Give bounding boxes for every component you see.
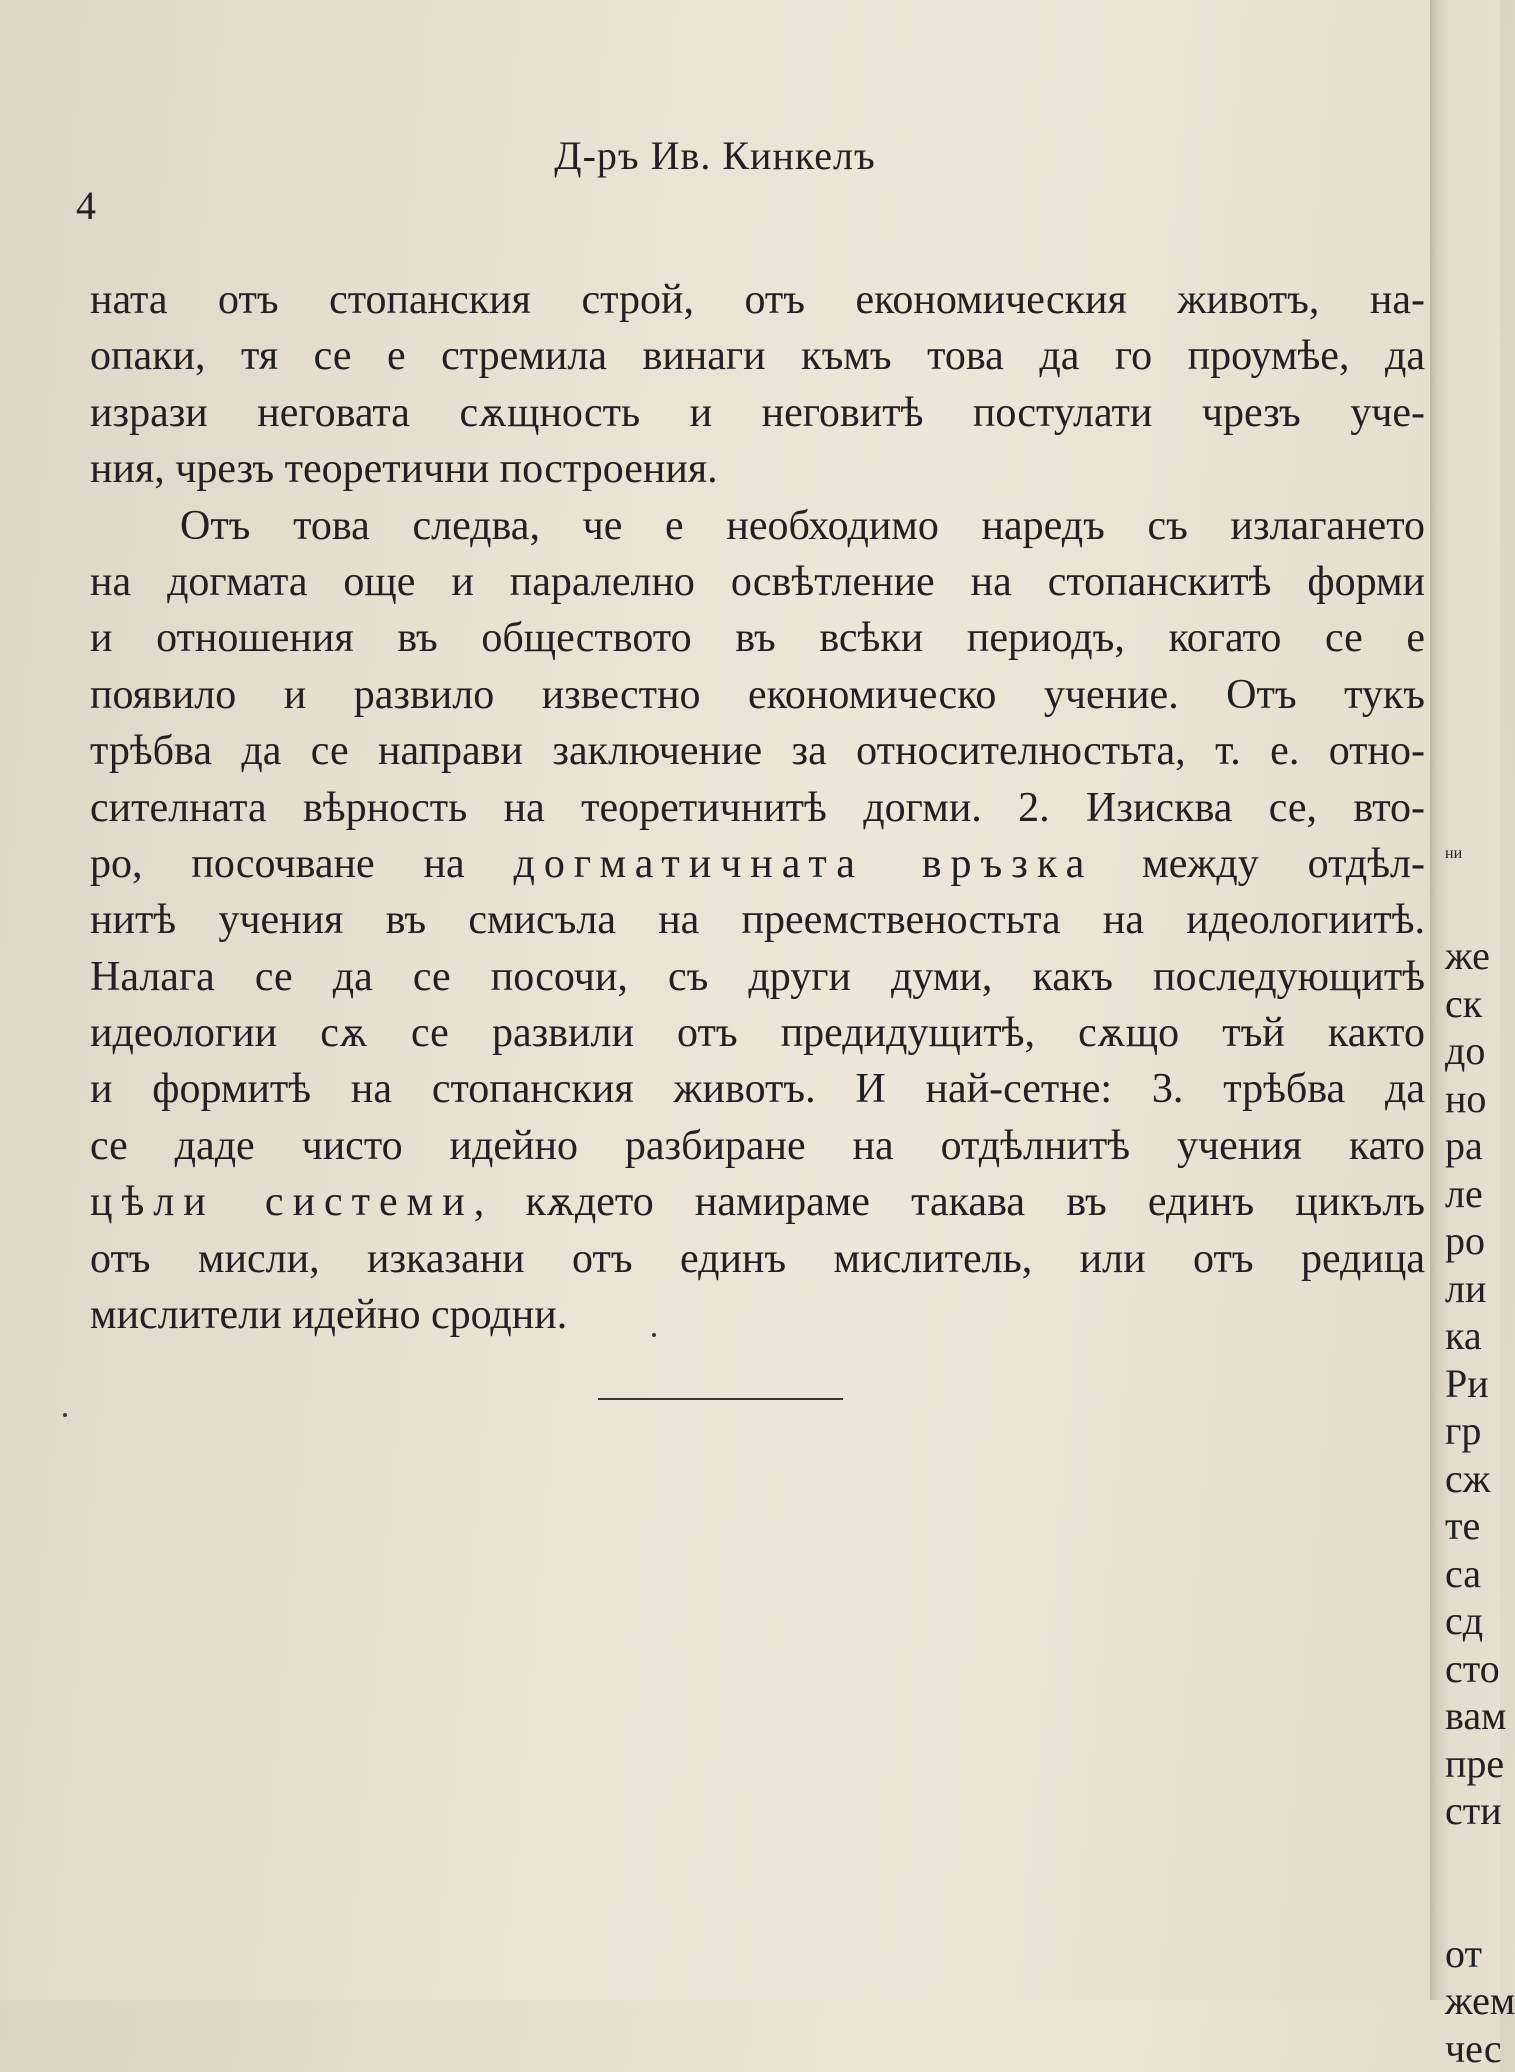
text-line: Налага се да се посочи, съ други думи, какъ последующитѣ: [90, 949, 1425, 1005]
text-line: и отношения въ обществото въ всѣки периодъ, когато се е: [90, 610, 1425, 666]
spaced-phrase: цѣли системи: [90, 1179, 474, 1225]
adjacent-page-fragment: но: [1445, 1075, 1515, 1123]
adjacent-page-edge: [1430, 0, 1500, 2000]
text-line-with-spaced-phrase: [90, 836, 1425, 892]
text-line: нитѣ учения въ смисъла на преемственостьта на идеологиитѣ.: [90, 892, 1425, 948]
text-line: ната отъ стопанския строй, отъ економическия животъ, на-: [90, 272, 1425, 328]
adjacent-page-fragment: чес: [1445, 2025, 1515, 2072]
text-segment: между отдѣл-: [1093, 841, 1425, 887]
adjacent-page-fragment: те: [1445, 1502, 1515, 1550]
adjacent-page-fragment: Ри: [1445, 1360, 1515, 1408]
adjacent-page-fragment: вам: [1445, 1692, 1515, 1740]
text-line: отъ мисли, изказани отъ единъ мислитель, или отъ редица: [90, 1231, 1425, 1287]
paragraph-start-line: Отъ това следва, че е необходимо наредъ съ излагането: [90, 498, 1425, 554]
end-rule: [598, 1398, 843, 1400]
adjacent-page-fragment: сти: [1445, 1787, 1515, 1835]
adjacent-page-fragment: до: [1445, 1027, 1515, 1075]
text-line: идеологии сѫ се развили отъ предидущитѣ, сѫщо тъй както: [90, 1005, 1425, 1061]
text-line: на догмата още и паралелно освѣтление на стопанскитѣ форми: [90, 554, 1425, 610]
body-text: [90, 272, 1425, 1343]
adjacent-page-fragment: ро: [1445, 1217, 1515, 1265]
spaced-phrase: догматичната връзка: [513, 841, 1093, 887]
adjacent-page-fragment: ра: [1445, 1122, 1515, 1170]
text-line: опаки, тя се е стремила винаги къмъ това да го проумѣе, да: [90, 328, 1425, 384]
adjacent-page-fragment: пре: [1445, 1740, 1515, 1788]
text-line: сителната вѣрность на теоретичнитѣ догми. 2. Изисква се, вто-: [90, 780, 1425, 836]
text-line: изрази неговата сѫщность и неговитѣ постулати чрезъ уче-: [90, 385, 1425, 441]
adjacent-page-fragment: жем: [1445, 1977, 1515, 2025]
adjacent-page-fragment: сд: [1445, 1597, 1515, 1645]
adjacent-page-fragment: сж: [1445, 1455, 1515, 1503]
text-line: ния, чрезъ теоретични построения.: [90, 441, 1425, 497]
adjacent-page-column: [1445, 932, 1515, 2072]
adjacent-page-fragment: сто: [1445, 1645, 1515, 1693]
text-segment: ро, посочване на: [90, 841, 513, 887]
adjacent-page-fragment: от: [1445, 1930, 1515, 1978]
ink-speck: [652, 1333, 656, 1337]
adjacent-page-fragment: гр: [1445, 1407, 1515, 1455]
text-line: трѣбва да се направи заключение за относителностьта, т. е. отно-: [90, 723, 1425, 779]
text-line: и формитѣ на стопанския животъ. И най-сетне: 3. трѣбва да: [90, 1061, 1425, 1117]
ink-speck: [63, 1413, 67, 1417]
adjacent-page-fragment: же: [1445, 932, 1515, 980]
adjacent-page-fragment: ка: [1445, 1312, 1515, 1360]
adjacent-page-fragment: ни: [1445, 845, 1462, 893]
text-segment: , кѫдето намираме такава въ единъ цикълъ: [474, 1179, 1425, 1225]
adjacent-page-fragment: са: [1445, 1550, 1515, 1598]
text-line: се даде чисто идейно разбиране на отдѣлнитѣ учения като: [90, 1118, 1425, 1174]
running-head: Д-ръ Ив. Кинкелъ: [0, 132, 1430, 179]
text-line: появило и развило известно економическо учение. Отъ тукъ: [90, 667, 1425, 723]
text-line: мислители идейно сродни.: [90, 1287, 1425, 1343]
adjacent-page-fragment: ле: [1445, 1170, 1515, 1218]
adjacent-page-fragment: ли: [1445, 1265, 1515, 1313]
adjacent-page-fragment: ск: [1445, 980, 1515, 1028]
page-number: 4: [76, 182, 96, 229]
text-line-with-spaced-phrase: [90, 1174, 1425, 1230]
